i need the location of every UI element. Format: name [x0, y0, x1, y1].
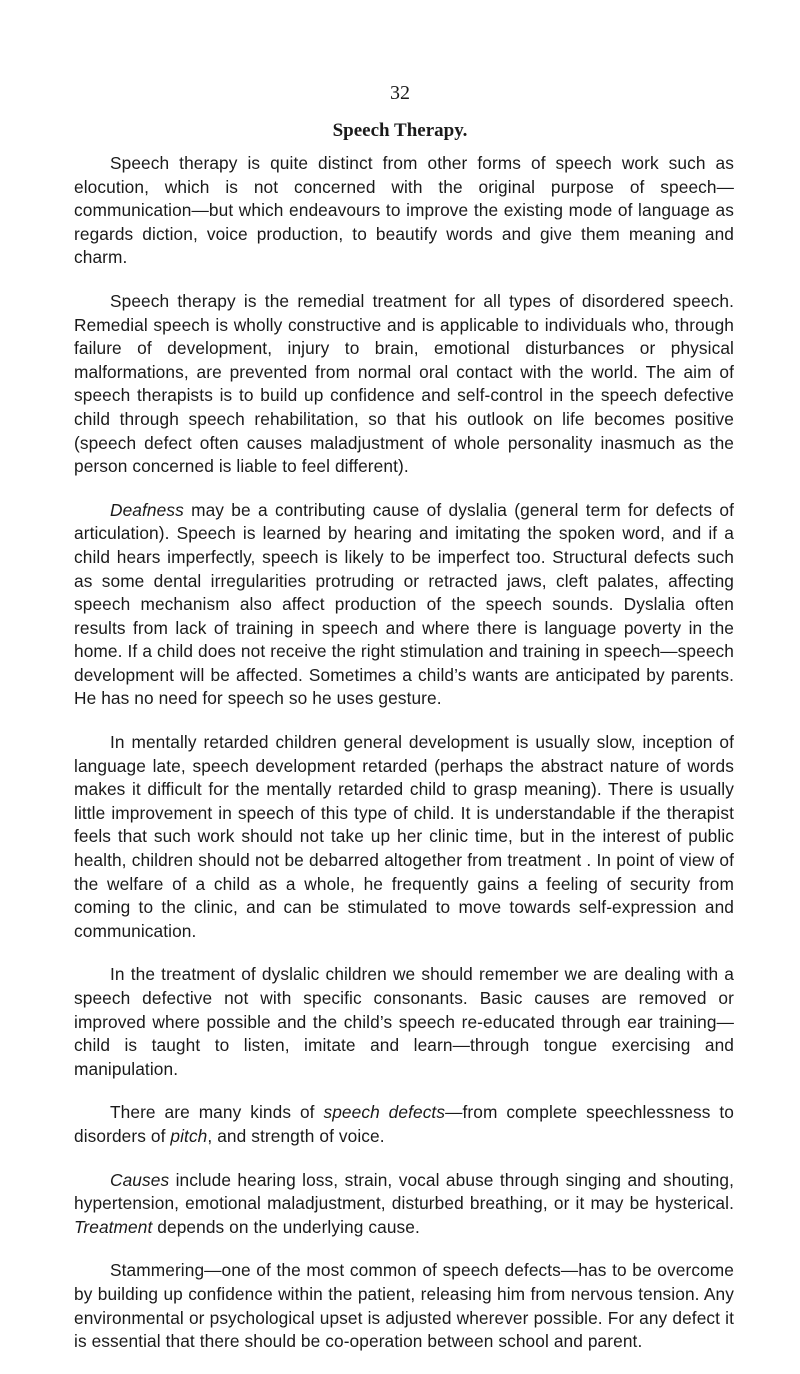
text-run: include hearing loss, strain, vocal abuse through singing and shouting, hypertension, emotional maladjustment, disturbed breathing, or it may be hysterical.	[74, 1169, 734, 1214]
body-text	[74, 152, 734, 1374]
section-heading: Speech Therapy.	[332, 120, 468, 141]
paragraph	[74, 290, 734, 479]
text-run: Speech therapy is quite distinct from other forms of speech work such as elocution, which is not concerned with the original purpose of speech— communication—but which endeavours to improve the existing mode of language as regards diction, voice production, to beautify words and give them meaning and charm.	[74, 153, 734, 268]
paragraph	[74, 152, 734, 270]
paragraph	[74, 731, 734, 943]
italic-term: speech defects	[323, 1102, 446, 1123]
paragraph	[74, 1259, 734, 1353]
text-run: , and strength of voice.	[207, 1125, 385, 1146]
text-run: depends on the underlying cause.	[152, 1216, 420, 1237]
page-number: 32	[390, 82, 410, 104]
text-run: —from complete speechlessness to disorders of	[74, 1102, 734, 1146]
italic-term: Treatment	[74, 1216, 153, 1237]
paragraph	[74, 499, 734, 711]
text-run: Speech therapy is the remedial treatment for all types of disordered speech. Remedial speech is wholly constructive and is applicable to individuals who, through failure of development, injury to brain, emotional disturbances or physical malformations, are prevented from normal oral contact with the world. The aim of speech therapists is to build up confidence and self-control in the speech defective child through speech rehabilitation, so that his outlook on life becomes positive (speech defect often causes maladjustment of whole personality inasmuch as the person concerned is liable to feel different).	[74, 290, 734, 477]
italic-term: Causes	[110, 1169, 170, 1190]
text-run: Stammering—one of the most common of speech defects—has to be overcome by building up confidence within the patient, releasing him from nervous tension. Any environmental or psychological upset is adjusted wherever possible. For any defect it is essential that there should be co-operation between school and parent.	[74, 1260, 734, 1352]
italic-term: Deafness	[110, 499, 184, 520]
text-run: may be a contributing cause of dyslalia (general term for defects of articulation). Speech is learned by hearing and imitating the spoken word, and if a child hears imperfectly, speech is likely to be imperfect too. Structural defects such as some dental irregularities protruding or retracted jaws, cleft palates, affecting speech mechanism also affect production of the speech sounds. Dyslalia often results from lack of training in speech and where there is language poverty in the home. If a child does not receive the right stimulation and training in speech—speech development will be affected. Sometimes a child’s wants are anticipated by parents. He has no need for speech so he uses gesture.	[74, 499, 734, 709]
paragraph	[74, 963, 734, 1081]
text-run: In mentally retarded children general development is usually slow, inception of language late, speech development retarded (perhaps the abstract nature of words makes it difficult for the mentally retarded child to grasp meaning). There is usually little improvement in speech of this type of child. It is understandable if the therapist feels that such work should not take up her clinic time, but in the interest of public health, children should not be debarred altogether from treatment . In point of view of the welfare of a child as a whole, he frequently gains a feeling of security from coming to the clinic, and can be stimulated to move towards self-expression and communication.	[74, 732, 734, 941]
text-run: In the treatment of dyslalic children we should remember we are dealing with a speech defective not with specific consonants. Basic causes are removed or improved where possible and the child’s speech re-educated through ear training—child is taught to listen, imitate and learn—through tongue exercising and manipulation.	[74, 964, 734, 1079]
paragraph	[74, 1169, 734, 1240]
paragraph	[74, 1101, 734, 1148]
text-run: There are many kinds of	[110, 1102, 324, 1123]
italic-term: pitch	[170, 1125, 208, 1146]
